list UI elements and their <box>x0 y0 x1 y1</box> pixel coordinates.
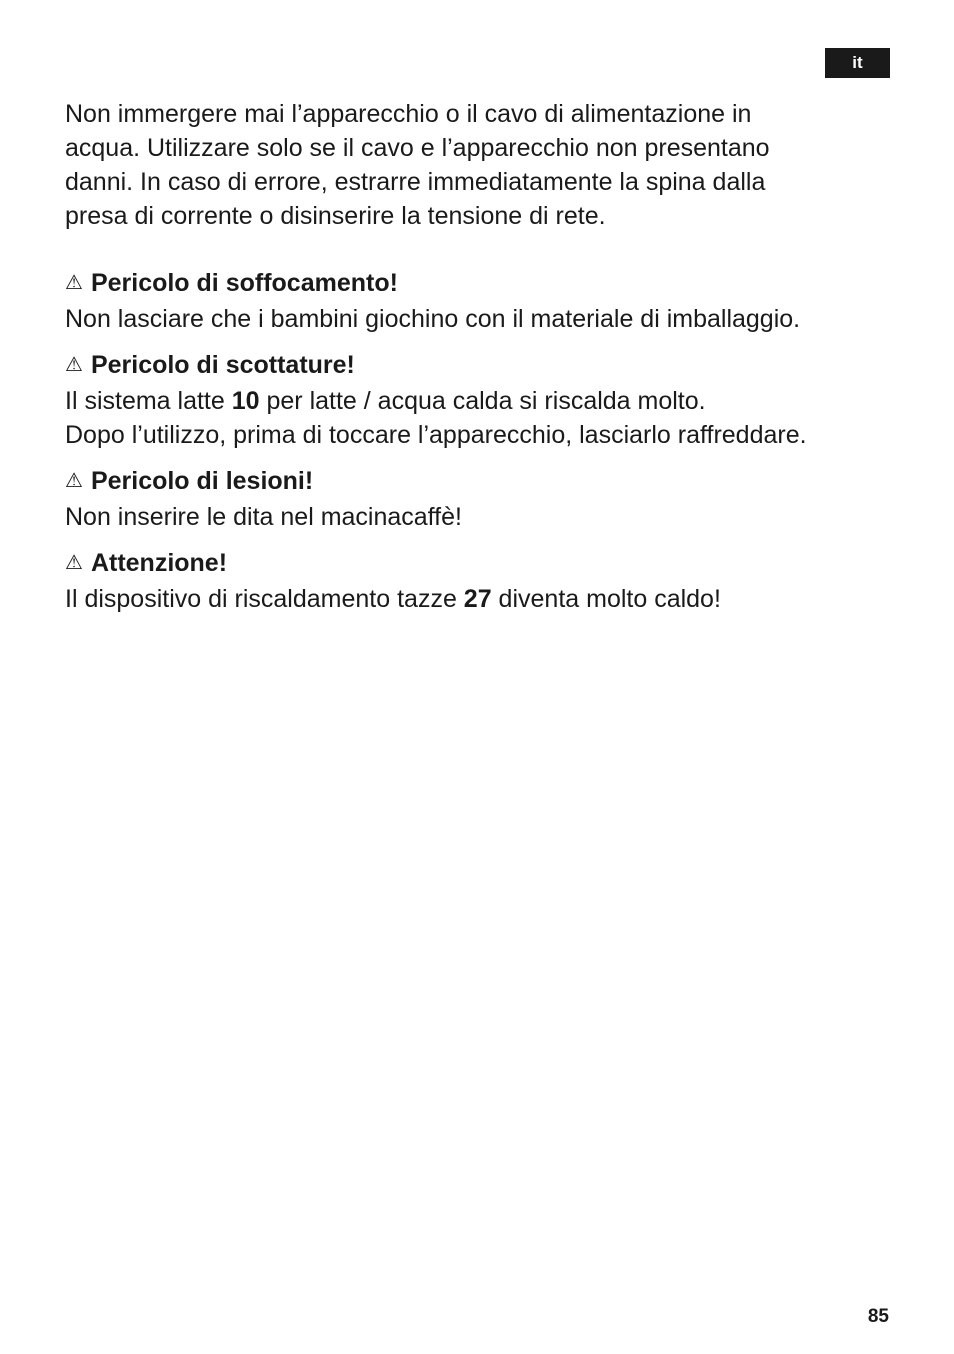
warning-title: ⚠ Attenzione! <box>65 549 228 577</box>
warning-suffocation <box>65 266 895 336</box>
warning-injury <box>65 464 895 534</box>
warning-title: ⚠ Pericolo di lesioni! <box>65 467 314 495</box>
warning-triangle-icon: ⚠ <box>65 552 83 574</box>
warning-triangle-icon: ⚠ <box>65 470 83 492</box>
warning-text: Non lasciare che i bambini giochino con il materiale di imballaggio. <box>65 305 801 333</box>
warning-text: Il dispositivo di riscaldamento tazze 27 diventa molto caldo! <box>65 585 721 613</box>
warning-text: Il sistema latte 10 per latte / acqua calda si riscalda molto. <box>65 387 706 415</box>
page-number: 85 <box>867 1306 889 1327</box>
intro-line: danni. In caso di errore, estrarre immediatamente la spina dalla <box>65 168 766 196</box>
warning-title: ⚠ Pericolo di soffocamento! <box>65 269 398 297</box>
warning-triangle-icon: ⚠ <box>65 272 83 294</box>
warning-triangle-icon: ⚠ <box>65 354 83 376</box>
intro-paragraph <box>65 97 895 233</box>
intro-line: acqua. Utilizzare solo se il cavo e l’apparecchio non presentano <box>65 134 770 162</box>
warning-text: Non inserire le dita nel macinacaffè! <box>65 503 462 531</box>
language-tab: it <box>825 48 890 78</box>
intro-line: presa di corrente o disinserire la tensione di rete. <box>65 202 606 230</box>
warning-attention <box>65 546 895 616</box>
warning-burns <box>65 348 895 452</box>
warning-text: Dopo l’utilizzo, prima di toccare l’apparecchio, lasciarlo raffreddare. <box>65 421 807 449</box>
page-content <box>65 97 895 628</box>
warning-title: ⚠ Pericolo di scottature! <box>65 351 355 379</box>
intro-line: Non immergere mai l’apparecchio o il cavo di alimentazione in <box>65 100 752 128</box>
